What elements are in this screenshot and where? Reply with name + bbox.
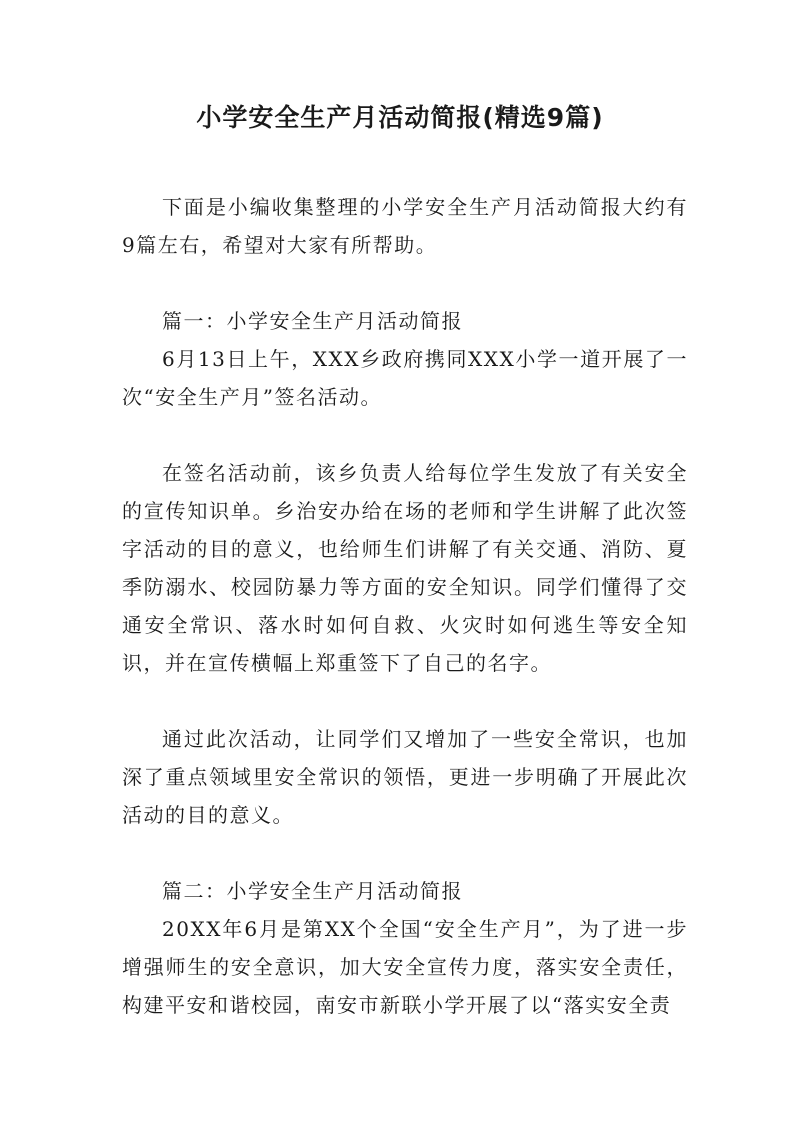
section-1-paragraph-1: 6月13日上午，XXX乡政府携同XXX小学一道开展了一次“安全生产月”签名活动。 — [122, 347, 688, 409]
section-1-paragraph-2: 在签名活动前，该乡负责人给每位学生发放了有关安全的宣传知识单。乡治安办给在场的老师和学生讲解了此次签字活动的目的意义，也给师生们讲解了有关交通、消防、夏季防溺水、校园防暴力等方面的安全知识。同学们懂得了交通安全常识、落水时如何自救、火灾时如何逃生等安全知识，并在宣传横幅上郑重签下了自己的名字。 — [122, 461, 688, 675]
document-title: 小学安全生产月活动简报(精选9篇) — [196, 103, 604, 132]
intro-paragraph: 下面是小编收集整理的小学安全生产月活动简报大约有9篇左右，希望对大家有所帮助。 — [122, 195, 688, 257]
spacer — [122, 416, 688, 454]
section-2-paragraph-1: 20XX年6月是第XX个全国“安全生产月”，为了进一步增强师生的安全意识，加大安全宣传力度，落实安全责任，构建平安和谐校园，南安市新联小学开展了以“落实安全责 — [122, 917, 688, 1017]
section-1-paragraph-3: 通过此次活动，让同学们又增加了一些安全常识，也加深了重点领域里安全常识的领悟，更进一步明确了开展此次活动的目的意义。 — [122, 727, 688, 827]
section-1-heading: 篇一：小学安全生产月活动简报 — [162, 309, 463, 333]
section-2-heading: 篇二：小学安全生产月活动简报 — [162, 879, 463, 903]
document-body — [122, 188, 688, 1024]
spacer — [122, 834, 688, 872]
spacer — [122, 264, 688, 302]
spacer — [122, 682, 688, 720]
